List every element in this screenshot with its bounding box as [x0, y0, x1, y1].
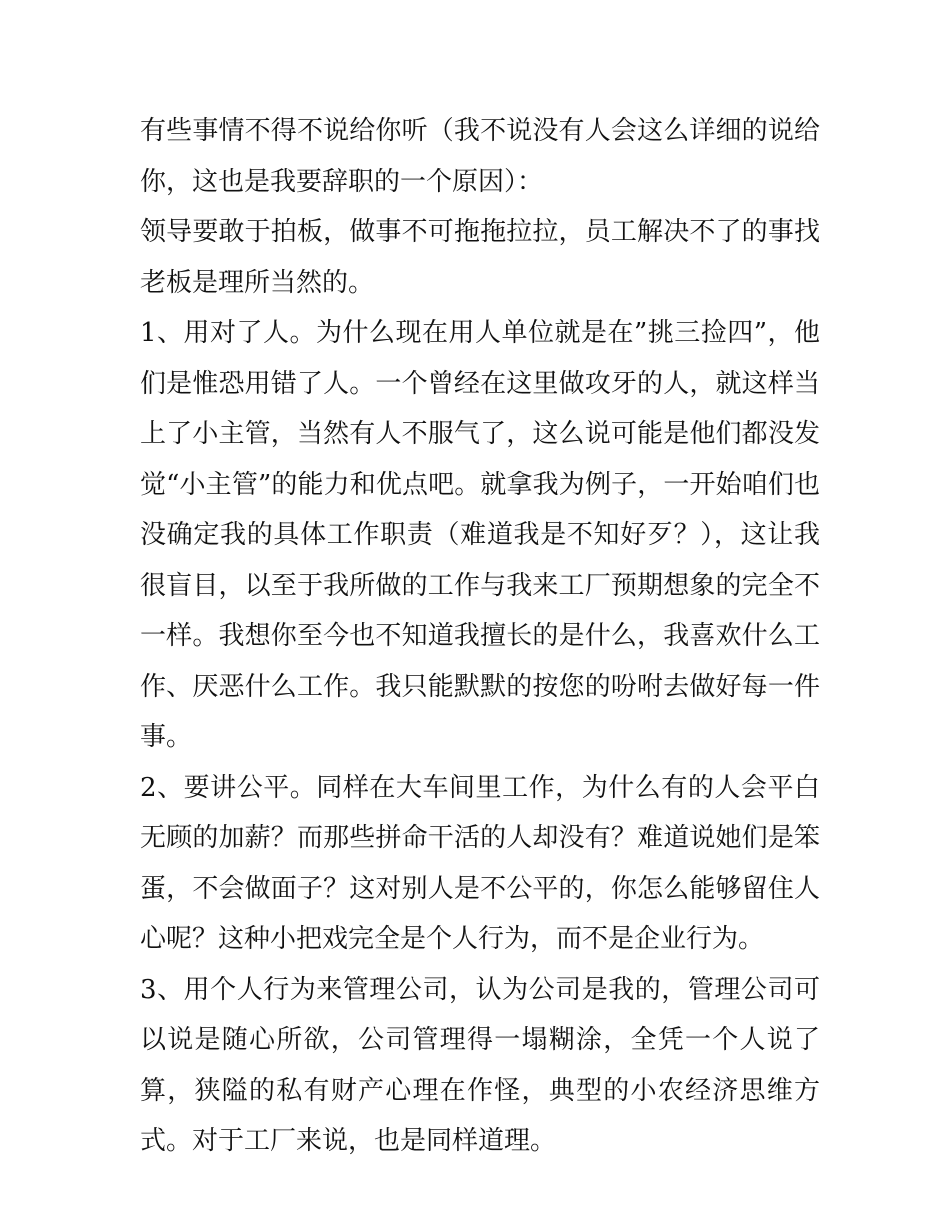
paragraph-point-2: 2、要讲公平。同样在大车间里工作，为什么有的人会平白无顾的加薪？而那些拼命干活的人却没有？难道说她们是笨蛋，不会做面子？这对别人是不公平的，你怎么能够留住人心呢？这种小把戏完全是个人行为，而不是企业行为。 — [140, 772, 820, 954]
paragraph-leadership: 领导要敢于拍板，做事不可拖拖拉拉，员工解决不了的事找老板是理所当然的。 — [140, 217, 820, 298]
paragraph-point-1: 1、用对了人。为什么现在用人单位就是在”挑三捡四”，他们是惟恐用错了人。一个曾经在这里做攻牙的人，就这样当上了小主管，当然有人不服气了，这么说可能是他们都没发觉“小主管”的能力和优点吧。就拿我为例子，一开始咱们也没确定我的具体工作职责（难道我是不知好歹？），这让我很盲目，以至于我所做的工作与我来工厂预期想象的完全不一样。我想你至今也不知道我擅长的是什么，我喜欢什么工作、厌恶什么工作。我只能默默的按您的吩咐去做好每一件事。 — [140, 318, 820, 752]
document-body — [140, 106, 820, 1167]
paragraph-point-3: 3、用个人行为来管理公司，认为公司是我的，管理公司可以说是随心所欲，公司管理得一塌糊涂，全凭一个人说了算，狭隘的私有财产心理在作怪，典型的小农经济思维方式。对于工厂来说，也是同样道理。 — [140, 974, 820, 1156]
paragraph-intro: 有些事情不得不说给你听（我不说没有人会这么详细的说给你，这也是我要辞职的一个原因）： — [140, 116, 820, 197]
